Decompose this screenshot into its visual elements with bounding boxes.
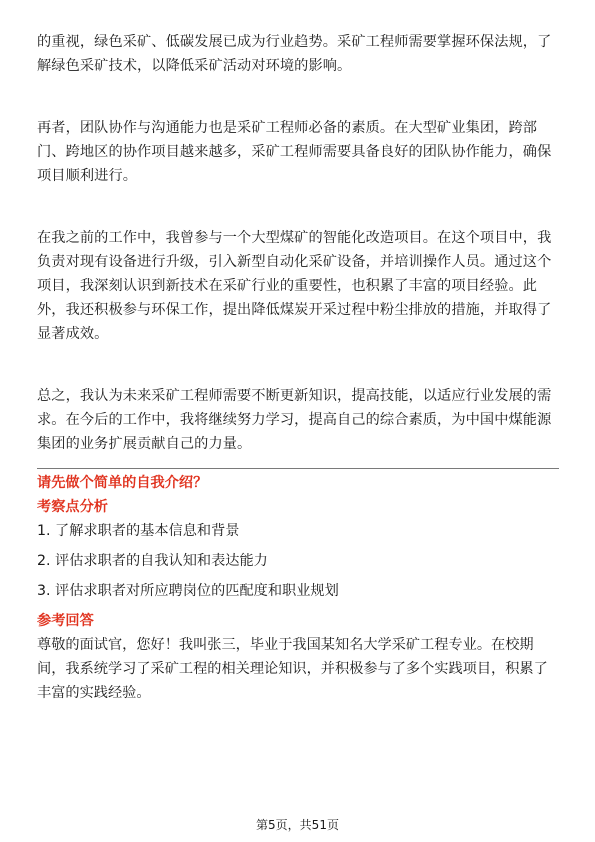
analysis-item-1: 1. 了解求职者的基本信息和背景 — [37, 523, 240, 539]
answer-text: 尊敬的面试官，您好！我叫张三，毕业于我国某知名大学采矿工程专业。在校期间，我系统学习了采矿工程的相关理论知识，并积极参与了多个实践项目，积累了丰富的实践经验。 — [37, 637, 548, 701]
body-paragraph-3: 在我之前的工作中，我曾参与一个大型煤矿的智能化改造项目。在这个项目中，我负责对现有设备进行升级，引入新型自动化采矿设备，并培训操作人员。通过这个项目，我深刻认识到新技术在采矿行业的重要性，也积累了丰富的项目经验。此外，我还积极参与环保工作，提出降低煤炭开采过程中粉尘排放的措施，并取得了显著成效。 — [37, 230, 552, 342]
body-paragraph-1: 的重视，绿色采矿、低碳发展已成为行业趋势。采矿工程师需要掌握环保法规，了解绿色采矿技术，以降低采矿活动对环境的影响。 — [37, 34, 552, 74]
body-paragraph-2: 再者，团队协作与沟通能力也是采矿工程师必备的素质。在大型矿业集团，跨部门、跨地区的协作项目越来越多，采矿工程师需要具备良好的团队协作能力，确保项目顺利进行。 — [37, 120, 552, 184]
analysis-item-2: 2. 评估求职者的自我认知和表达能力 — [37, 553, 268, 569]
analysis-heading: 考察点分析 — [37, 499, 108, 515]
body-paragraph-4: 总之，我认为未来采矿工程师需要不断更新知识，提高技能，以适应行业发展的需求。在今后的工作中，我将继续努力学习，提高自己的综合素质，为中国中煤能源集团的业务扩展贡献自己的力量。 — [37, 388, 552, 452]
answer-heading: 参考回答 — [37, 613, 94, 629]
paragraph-gap — [37, 78, 559, 116]
page-number: 第5页，共51页 — [256, 818, 339, 832]
page-content — [37, 30, 559, 705]
analysis-item-3: 3. 评估求职者对所应聘岗位的匹配度和职业规划 — [37, 583, 339, 599]
question-title: 请先做个简单的自我介绍？ — [37, 475, 208, 491]
paragraph-gap — [37, 346, 559, 384]
section-divider — [37, 468, 559, 469]
paragraph-gap — [37, 188, 559, 226]
